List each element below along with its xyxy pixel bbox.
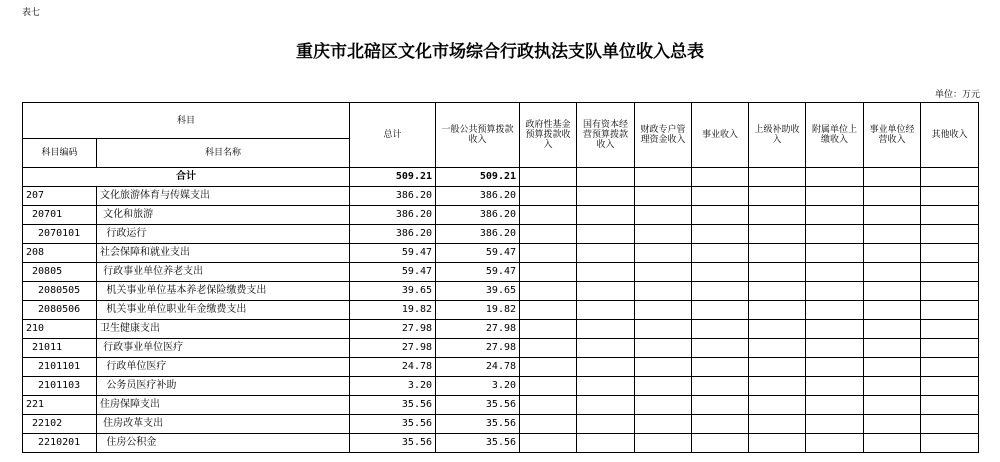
subject-name-cell: 行政事业单位养老支出	[97, 263, 350, 282]
empty-cell	[692, 320, 749, 339]
total-cell: 19.82	[350, 301, 436, 320]
empty-cell	[921, 396, 979, 415]
empty-cell	[692, 339, 749, 358]
general-budget-cell: 19.82	[436, 301, 520, 320]
empty-cell	[921, 187, 979, 206]
table-row	[23, 282, 979, 301]
table-row	[23, 434, 979, 453]
header-subject: 科目	[23, 103, 350, 139]
total-cell: 27.98	[350, 339, 436, 358]
subject-name-cell: 社会保障和就业支出	[97, 244, 350, 263]
header-fiscal-special: 财政专户管理资金收入	[635, 103, 692, 168]
empty-cell	[921, 415, 979, 434]
total-cell: 35.56	[350, 434, 436, 453]
empty-cell	[806, 244, 864, 263]
header-state-capital: 国有资本经营预算拨款收入	[577, 103, 635, 168]
total-cell: 35.56	[350, 396, 436, 415]
empty-cell	[520, 206, 577, 225]
empty-cell	[635, 263, 692, 282]
general-budget-cell: 35.56	[436, 415, 520, 434]
total-label: 合计	[23, 168, 350, 187]
empty-cell	[864, 339, 921, 358]
subject-code-cell: 2080505	[23, 282, 97, 301]
empty-cell	[806, 225, 864, 244]
general-budget-cell: 27.98	[436, 339, 520, 358]
empty-cell	[520, 187, 577, 206]
empty-cell	[692, 187, 749, 206]
empty-cell	[921, 263, 979, 282]
empty-cell	[520, 434, 577, 453]
general-budget-cell: 386.20	[436, 225, 520, 244]
empty-cell	[692, 396, 749, 415]
empty-cell	[921, 377, 979, 396]
empty-cell	[806, 415, 864, 434]
empty-cell	[577, 282, 635, 301]
subject-code-cell: 2101101	[23, 358, 97, 377]
empty-cell	[864, 206, 921, 225]
empty-cell	[692, 225, 749, 244]
table-row	[23, 244, 979, 263]
empty-cell	[520, 339, 577, 358]
general-budget-cell: 24.78	[436, 358, 520, 377]
subject-name-cell: 机关事业单位基本养老保险缴费支出	[97, 282, 350, 301]
subject-code-cell: 20701	[23, 206, 97, 225]
subject-name-cell: 住房公积金	[97, 434, 350, 453]
unit-label: 单位：万元	[934, 90, 980, 100]
empty-cell	[806, 358, 864, 377]
empty-cell	[577, 320, 635, 339]
total-cell: 59.47	[350, 244, 436, 263]
empty-cell	[806, 206, 864, 225]
table-row	[23, 415, 979, 434]
empty-cell	[864, 434, 921, 453]
empty-cell	[577, 206, 635, 225]
empty-cell	[577, 225, 635, 244]
document-title: 重庆市北碚区文化市场综合行政执法支队单位收入总表	[296, 42, 704, 62]
empty-cell	[692, 301, 749, 320]
subject-code-cell: 21011	[23, 339, 97, 358]
empty-cell	[520, 320, 577, 339]
empty-cell	[577, 339, 635, 358]
subject-code-cell: 22102	[23, 415, 97, 434]
empty-cell	[864, 282, 921, 301]
total-cell: 24.78	[350, 358, 436, 377]
empty-cell	[635, 415, 692, 434]
total-cell: 3.20	[350, 377, 436, 396]
empty-cell	[806, 301, 864, 320]
general-budget-cell: 35.56	[436, 434, 520, 453]
empty-cell	[921, 320, 979, 339]
header-other: 其他收入	[921, 103, 979, 168]
empty-cell	[520, 282, 577, 301]
empty-cell	[577, 396, 635, 415]
table-row	[23, 339, 979, 358]
subject-name-cell: 文化和旅游	[97, 206, 350, 225]
header-total: 总计	[350, 103, 436, 168]
subject-name-cell: 行政单位医疗	[97, 358, 350, 377]
empty-cell	[635, 225, 692, 244]
empty-cell	[635, 206, 692, 225]
header-affiliated: 附属单位上缴收入	[806, 103, 864, 168]
total-cell: 35.56	[350, 415, 436, 434]
subject-code-cell: 20805	[23, 263, 97, 282]
empty-cell	[635, 187, 692, 206]
total-cell: 386.20	[350, 225, 436, 244]
subject-code-cell: 2070101	[23, 225, 97, 244]
general-budget-cell: 59.47	[436, 244, 520, 263]
subject-name-cell: 机关事业单位职业年金缴费支出	[97, 301, 350, 320]
empty-cell	[806, 320, 864, 339]
empty-cell	[520, 263, 577, 282]
empty-cell	[921, 358, 979, 377]
empty-cell	[635, 434, 692, 453]
table-row	[23, 187, 979, 206]
empty-cell	[520, 377, 577, 396]
table-row	[23, 263, 979, 282]
empty-cell	[520, 301, 577, 320]
total-cell: 386.20	[350, 206, 436, 225]
empty-cell	[749, 320, 806, 339]
empty-cell	[749, 244, 806, 263]
income-summary-table	[22, 102, 979, 453]
empty-cell	[577, 263, 635, 282]
empty-cell	[806, 339, 864, 358]
empty-cell	[749, 187, 806, 206]
empty-cell	[864, 320, 921, 339]
empty-cell	[577, 358, 635, 377]
subject-code-cell: 208	[23, 244, 97, 263]
subject-code-cell: 210	[23, 320, 97, 339]
empty-cell	[749, 434, 806, 453]
empty-cell	[577, 244, 635, 263]
general-budget-cell: 27.98	[436, 320, 520, 339]
header-name: 科目名称	[97, 139, 350, 168]
empty-cell	[749, 415, 806, 434]
empty-cell	[692, 415, 749, 434]
empty-cell	[864, 358, 921, 377]
table-row	[23, 377, 979, 396]
empty-cell	[692, 282, 749, 301]
empty-cell	[806, 396, 864, 415]
empty-cell	[635, 339, 692, 358]
empty-cell	[921, 282, 979, 301]
empty-cell	[635, 244, 692, 263]
general-budget-cell: 39.65	[436, 282, 520, 301]
empty-cell	[864, 396, 921, 415]
empty-cell	[577, 415, 635, 434]
total-cell: 27.98	[350, 320, 436, 339]
empty-cell	[921, 339, 979, 358]
header-gov-fund: 政府性基金预算拨款收入	[520, 103, 577, 168]
subject-name-cell: 住房改革支出	[97, 415, 350, 434]
empty-cell	[635, 358, 692, 377]
header-business: 事业收入	[692, 103, 749, 168]
empty-cell	[864, 301, 921, 320]
empty-cell	[864, 187, 921, 206]
table-number-label: 表七	[22, 8, 41, 18]
table-row	[23, 225, 979, 244]
empty-cell	[806, 377, 864, 396]
header-superior-subsidy: 上级补助收入	[749, 103, 806, 168]
empty-cell	[864, 225, 921, 244]
empty-cell	[749, 263, 806, 282]
header-operating: 事业单位经营收入	[864, 103, 921, 168]
empty-cell	[577, 301, 635, 320]
empty-cell	[520, 244, 577, 263]
subject-name-cell: 公务员医疗补助	[97, 377, 350, 396]
header-general-budget: 一般公共预算拨款收入	[436, 103, 520, 168]
empty-cell	[921, 244, 979, 263]
total-general-budget: 509.21	[436, 168, 520, 187]
empty-cell	[749, 206, 806, 225]
table-row	[23, 301, 979, 320]
header-code: 科目编码	[23, 139, 97, 168]
empty-cell	[806, 187, 864, 206]
empty-cell	[806, 263, 864, 282]
subject-name-cell: 卫生健康支出	[97, 320, 350, 339]
total-row	[23, 168, 979, 187]
subject-name-cell: 行政运行	[97, 225, 350, 244]
empty-cell	[749, 358, 806, 377]
empty-cell	[864, 263, 921, 282]
general-budget-cell: 35.56	[436, 396, 520, 415]
total-cell: 59.47	[350, 263, 436, 282]
subject-code-cell: 221	[23, 396, 97, 415]
subject-code-cell: 207	[23, 187, 97, 206]
total-cell: 386.20	[350, 187, 436, 206]
empty-cell	[864, 415, 921, 434]
empty-cell	[749, 396, 806, 415]
empty-cell	[692, 263, 749, 282]
empty-cell	[520, 415, 577, 434]
empty-cell	[520, 225, 577, 244]
subject-name-cell: 行政事业单位医疗	[97, 339, 350, 358]
subject-name-cell: 文化旅游体育与传媒支出	[97, 187, 350, 206]
table-row	[23, 358, 979, 377]
empty-cell	[864, 244, 921, 263]
empty-cell	[692, 434, 749, 453]
subject-code-cell: 2101103	[23, 377, 97, 396]
empty-cell	[921, 434, 979, 453]
empty-cell	[520, 358, 577, 377]
empty-cell	[692, 358, 749, 377]
subject-code-cell: 2210201	[23, 434, 97, 453]
empty-cell	[692, 244, 749, 263]
empty-cell	[577, 434, 635, 453]
table-row	[23, 396, 979, 415]
table-row	[23, 206, 979, 225]
general-budget-cell: 386.20	[436, 206, 520, 225]
general-budget-cell: 59.47	[436, 263, 520, 282]
empty-cell	[692, 206, 749, 225]
empty-cell	[520, 396, 577, 415]
empty-cell	[635, 377, 692, 396]
empty-cell	[864, 377, 921, 396]
empty-cell	[749, 301, 806, 320]
empty-cell	[921, 206, 979, 225]
empty-cell	[692, 377, 749, 396]
empty-cell	[921, 225, 979, 244]
empty-cell	[921, 301, 979, 320]
total-cell: 39.65	[350, 282, 436, 301]
empty-cell	[635, 320, 692, 339]
subject-name-cell: 住房保障支出	[97, 396, 350, 415]
empty-cell	[749, 339, 806, 358]
empty-cell	[806, 434, 864, 453]
general-budget-cell: 3.20	[436, 377, 520, 396]
empty-cell	[635, 301, 692, 320]
total-sum: 509.21	[350, 168, 436, 187]
empty-cell	[635, 396, 692, 415]
subject-code-cell: 2080506	[23, 301, 97, 320]
empty-cell	[577, 187, 635, 206]
empty-cell	[635, 282, 692, 301]
table-row	[23, 320, 979, 339]
empty-cell	[749, 282, 806, 301]
empty-cell	[749, 225, 806, 244]
empty-cell	[749, 377, 806, 396]
empty-cell	[806, 282, 864, 301]
empty-cell	[577, 377, 635, 396]
general-budget-cell: 386.20	[436, 187, 520, 206]
